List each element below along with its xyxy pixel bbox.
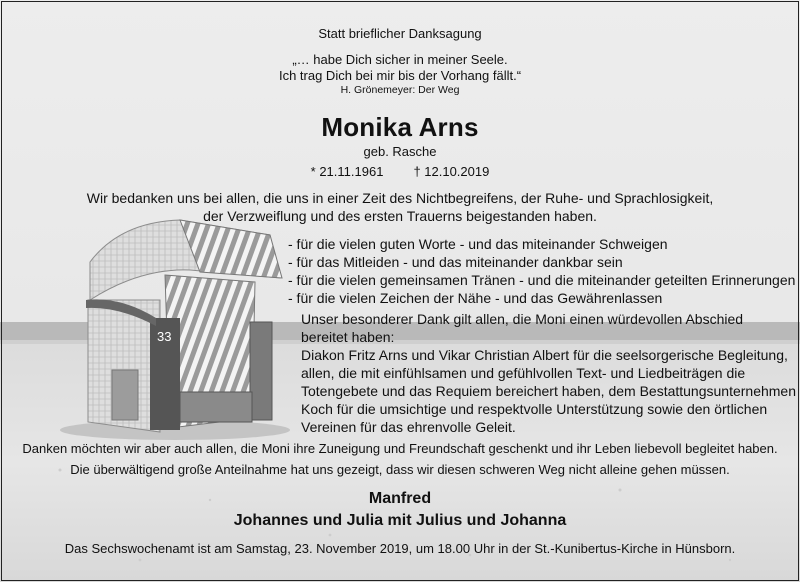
list-item: - für die vielen gemeinsamen Tränen - und die miteinander geteilten Erinnerungen xyxy=(288,272,796,288)
maiden-name: geb. Rasche xyxy=(363,144,437,159)
intro-heading: Statt brieflicher Danksagung xyxy=(318,26,482,41)
death-date: † 12.10.2019 xyxy=(413,164,490,179)
closing-line-2: Die überwältigend große Anteilnahme hat uns gezeigt, dass wir diesen schweren Weg nicht alleine gehen müssen. xyxy=(70,462,730,477)
life-dates xyxy=(0,164,800,179)
birth-date: * 21.11.1961 xyxy=(310,164,384,179)
quote-line-1: „… habe Dich sicher in meiner Seele. xyxy=(292,52,508,67)
special-thanks-line: Vereinen für das ehrenvolle Geleit. xyxy=(301,419,516,435)
quote-line-2: Ich trag Dich bei mir bis der Vorhang fällt.“ xyxy=(278,68,522,83)
deceased-name: Monika Arns xyxy=(321,112,479,142)
thanks-line-1: Wir bedanken uns bei allen, die uns in einer Zeit des Nichtbegreifens, der Ruhe- und Sprachlosigkeit, xyxy=(86,190,714,206)
service-notice: Das Sechswochenamt ist am Samstag, 23. November 2019, um 18.00 Uhr in der St.-Kunibertus-Kirche in Hünsborn. xyxy=(64,541,736,556)
chair-number: 33 xyxy=(157,329,172,344)
list-item: - für die vielen guten Worte - und das miteinander Schweigen xyxy=(288,236,668,252)
special-thanks-line: Koch für die umsichtige und respektvolle Unterstützung sowie den örtlichen xyxy=(301,401,768,417)
special-thanks-line: Totengebete und das Requiem bereichert haben, dem Bestattungsunternehmen xyxy=(301,383,797,399)
special-thanks-line: Diakon Fritz Arns und Vikar Christian Albert für die seelsorgerische Begleitung, xyxy=(301,347,788,363)
list-item: - für die vielen Zeichen der Nähe - und das Gewährenlassen xyxy=(288,290,663,306)
closing-line-1: Danken möchten wir aber auch allen, die Moni ihre Zuneigung und Freundschaft geschenkt und ihr Leben liebevoll begleitet haben. xyxy=(22,441,778,456)
special-thanks-line: bereitet haben: xyxy=(301,329,395,345)
list-item: - für das Mitleiden - und das miteinander dankbar sein xyxy=(288,254,623,270)
thanks-bullet-list xyxy=(288,235,795,307)
thanks-line-2: der Verzweiflung und des ersten Trauerns beigestanden haben. xyxy=(203,208,597,224)
signature-line-2: Johannes und Julia mit Julius und Johanna xyxy=(233,512,567,529)
signature-line-1: Manfred xyxy=(368,490,432,507)
special-thanks-line: Unser besonderer Dank gilt allen, die Moni einen würdevollen Abschied xyxy=(301,311,744,327)
special-thanks-line: allen, die mit einfühlsamen und gefühlvollen Text- und Liedbeiträgen die xyxy=(301,365,746,381)
quote-source: H. Grönemeyer: Der Weg xyxy=(340,84,460,96)
special-thanks-paragraph xyxy=(301,310,796,436)
